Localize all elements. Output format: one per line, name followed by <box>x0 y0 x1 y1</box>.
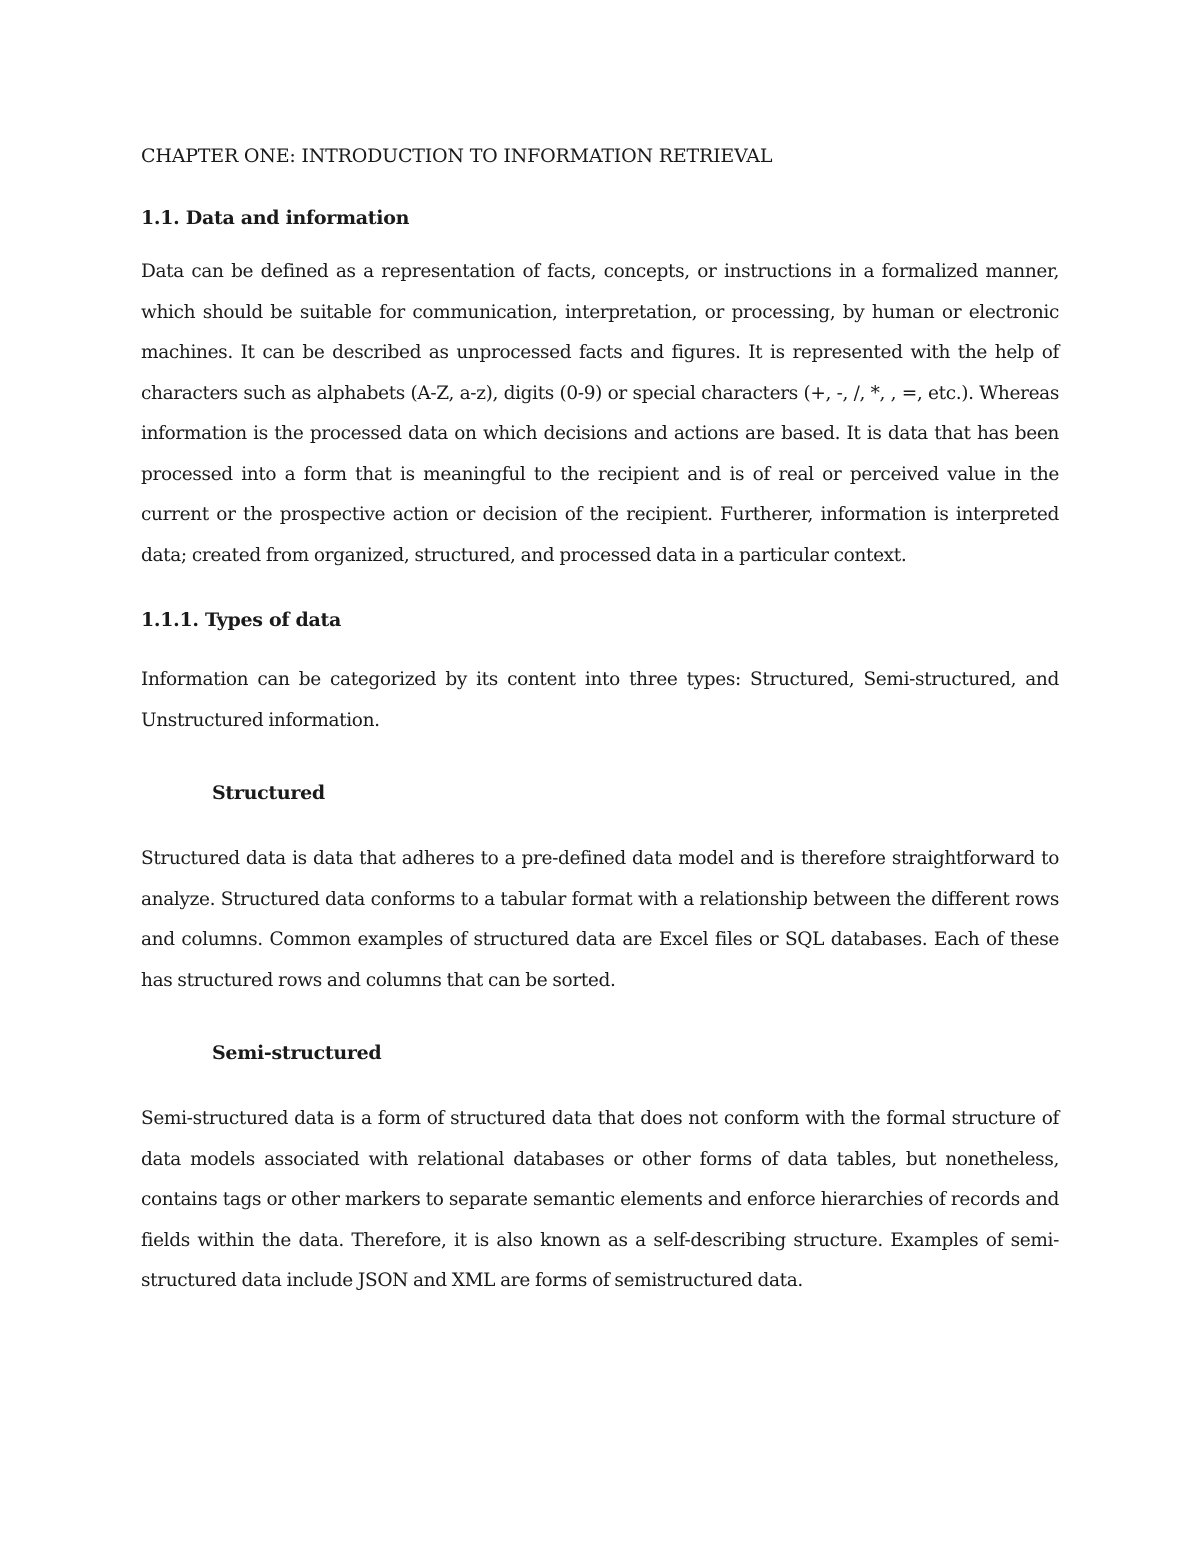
paragraph-types-of-data: Information can be categorized by its content into three types: Structured, Semi-structured, and Unstructured information. <box>141 669 1059 731</box>
paragraph-data-and-information: Data can be defined as a representation of facts, concepts, or instructions in a formalized manner, which should be suitable for communication, interpretation, or processing, by human or electronic machines. It can be described as unprocessed facts and figures. It is represented with the help of characters such as alphabets (A-Z, a-z), digits (0-9) or special characters (+, -, /, *, , =, etc.). Whereas information is the processed data on which decisions and actions are based. It is data that has been processed into a form that is meaningful to the recipient and is of real or perceived value in the current or the prospective action or decision of the recipient. Furtherer, information is interpreted data; created from organized, structured, and processed data in a particular context. <box>141 261 1059 566</box>
subheading-semi-structured: Semi-structured <box>212 1042 382 1064</box>
paragraph-semi-structured: Semi-structured data is a form of structured data that does not conform with the formal structure of data models associated with relational databases or other forms of data tables, but nonetheless, contains tags or other markers to separate semantic elements and enforce hierarchies of records and fields within the data. Therefore, it is also known as a self-describing structure. Examples of semi-structured data include JSON and XML are forms of semistructured data. <box>141 1108 1059 1291</box>
document-page <box>141 140 1059 1315</box>
chapter-title: CHAPTER ONE: INTRODUCTION TO INFORMATION RETRIEVAL <box>141 145 773 167</box>
section-heading-data-and-information: 1.1. Data and information <box>141 207 410 229</box>
paragraph-structured: Structured data is data that adheres to a pre-defined data model and is therefore straightforward to analyze. Structured data conforms to a tabular format with a relationship between the different rows and columns. Common examples of structured data are Excel files or SQL databases. Each of these has structured rows and columns that can be sorted. <box>141 848 1059 991</box>
section-heading-types-of-data: 1.1.1. Types of data <box>141 609 342 631</box>
subheading-structured: Structured <box>212 782 325 804</box>
